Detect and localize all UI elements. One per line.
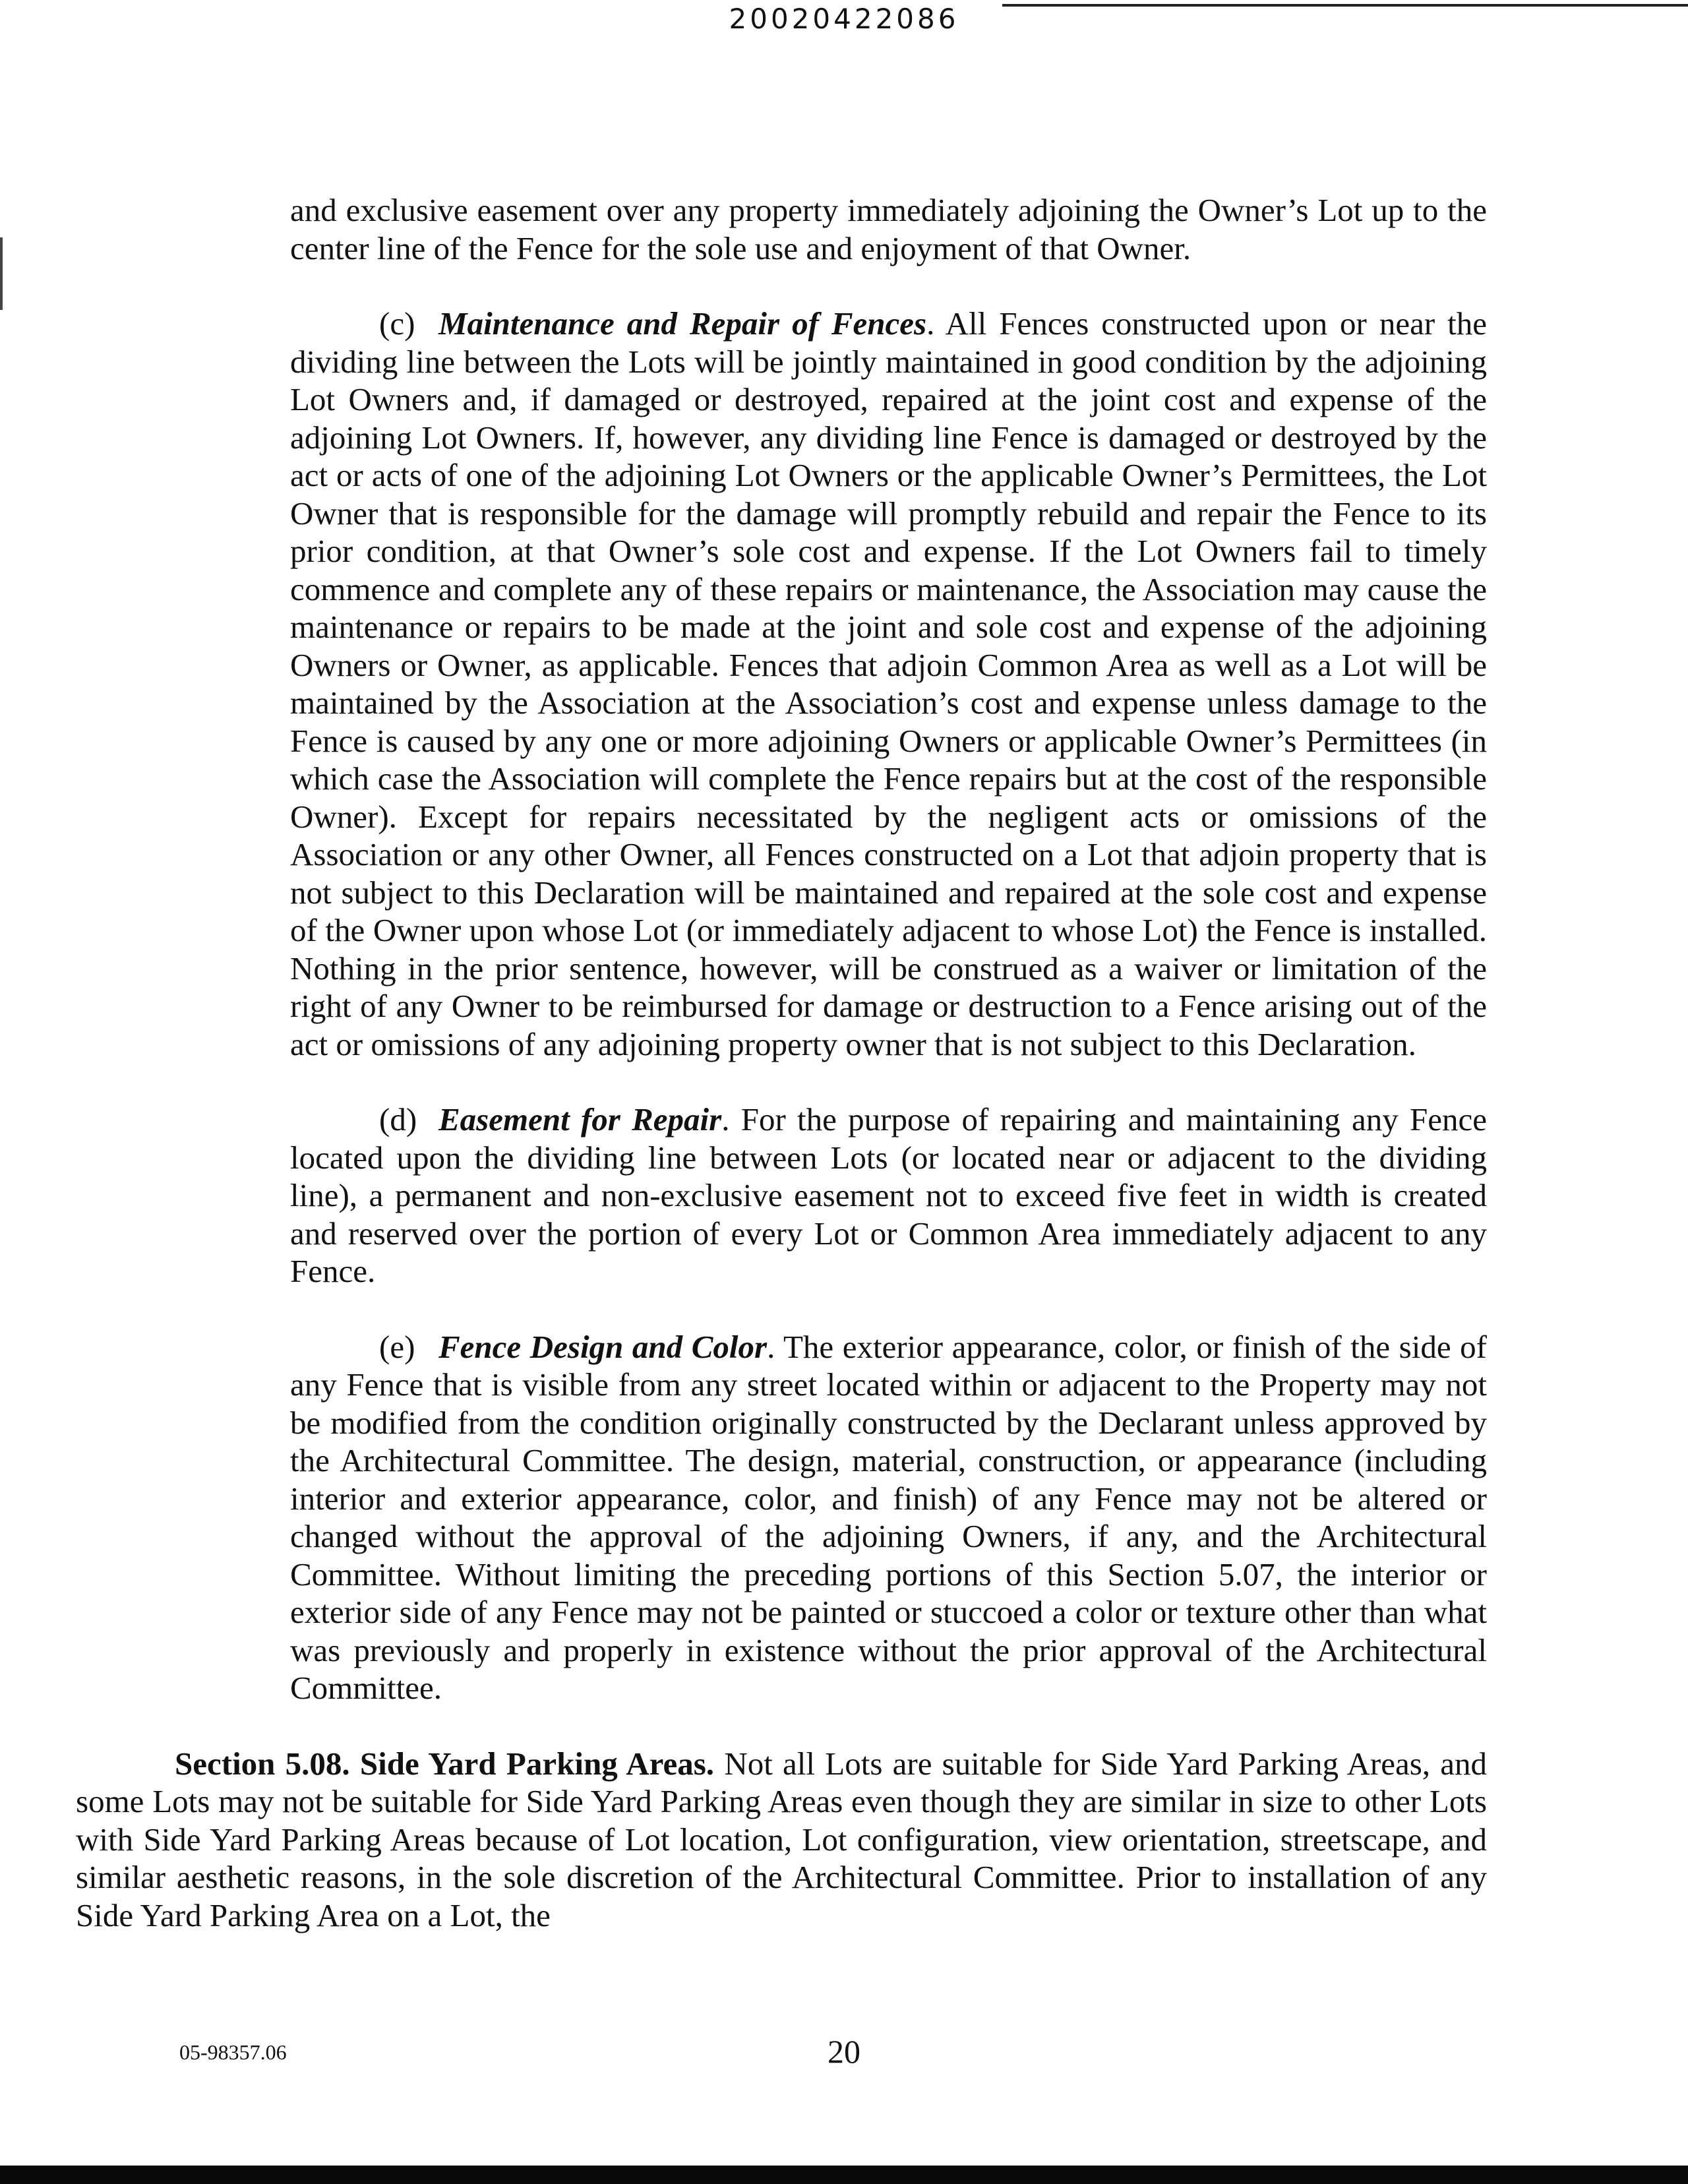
subsection-d-heading: Easement for Repair xyxy=(438,1101,722,1138)
document-body xyxy=(76,191,1488,1972)
subsection-c-text: All Fences constructed upon or near the dividing line between the Lots will be jointly maintained in good condition by the adjoining Lot Owners and, if damaged or destroyed, repaired at the joint cost and expense of the adjoining Lot Owners. If, however, any dividing line Fence is damaged or destroyed by the act or acts of one of the adjoining Lot Owners or the applicable Owner’s Permittees, the Lot Owner that is responsible for the damage will promptly rebuild and repair the Fence to its prior condition, at that Owner’s sole cost and expense. If the Lot Owners fail to timely commence and complete any of these repairs or maintenance, the Association may cause the maintenance or repairs to be made at the joint and sole cost and expense of the adjoining Owners or Owner, as applicable. Fences that adjoin Common Area as well as a Lot will be maintained by the Association at the Association’s cost and expense unless damage to the Fence is caused by any one or more adjoining Owners or applicable Owner’s Permittees (in which case the Association will complete the Fence repairs but at the cost of the responsible Owner). Except for repairs necessitated by the negligent acts or omissions of the Association or any other Owner, all Fences constructed on a Lot that adjoin property that is not subject to this Declaration will be maintained and repaired at the sole cost and expense of the Owner upon whose Lot (or immediately adjacent to whose Lot) the Fence is installed. Nothing in the prior sentence, however, will be construed as a waiver or limitation of the right of any Owner to be reimbursed for damage or destruction to a Fence arising out of the act or omissions of any adjoining property owner that is not subject to this Declaration. xyxy=(290,305,1487,1062)
subsection-d-label: (d) xyxy=(379,1101,417,1138)
subsection-e-label: (e) xyxy=(379,1328,415,1365)
subsection-e: (e) Fence Design and Color. The exterior appearance, color, or finish of the side of any Fence that is visible from any street located within or adjacent to the Property may not be modified from the condition originally constructed by the Declarant unless approved by the Architectural Committee. The design, material, construction, or appearance (including interior and exterior appearance, color, and finish) of any Fence may not be altered or changed without the approval of the adjoining Owners, if any, and the Architectural Committee. Without limiting the preceding portions of this Section 5.07, the interior or exterior side of any Fence may not be painted or stuccoed a color or texture other than what was previously and properly in existence without the prior approval of the Architectural Committee. xyxy=(290,1328,1487,1706)
intro-paragraph: and exclusive easement over any property immediately adjoining the Owner’s Lot up to the center line of the Fence for the sole use and enjoyment of that Owner. xyxy=(290,192,1487,266)
section-5-08-heading: Section 5.08. Side Yard Parking Areas. xyxy=(175,1745,715,1782)
section-5-08-text: Not all Lots are suitable for Side Yard Parking Areas, and some Lots may not be suitable for Side Yard Parking Areas even though they are similar in size to other Lots with Side Yard Parking Areas because of Lot location, Lot configuration, view orientation, streetscape, and similar aesthetic reasons, in the sole discretion of the Architectural Committee. Prior to installation of any Side Yard Parking Area on a Lot, the xyxy=(76,1745,1488,1933)
subsection-c-heading: Maintenance and Repair of Fences xyxy=(438,305,927,342)
subsection-e-heading: Fence Design and Color xyxy=(438,1328,768,1365)
subsection-c-label: (c) xyxy=(379,305,415,342)
page-number: 20 xyxy=(828,2033,860,2070)
subsection-e-text: The exterior appearance, color, or finish of the side of any Fence that is visible from any street located within or adjacent to the Property may not be modified from the condition originally constructed by the Declarant unless approved by the Architectural Committee. The design, material, construction, or appearance (including interior and exterior appearance, color, and finish) of any Fence may not be altered or changed without the approval of the adjoining Owners, if any, and the Architectural Committee. Without limiting the preceding portions of this Section 5.07, the interior or exterior side of any Fence may not be painted or stuccoed a color or texture other than what was previously and properly in existence without the prior approval of the Architectural Committee. xyxy=(290,1328,1487,1706)
footer-document-id: 05-98357.06 xyxy=(179,2040,287,2064)
section-5-08 xyxy=(76,1745,1487,1935)
bottom-scan-border xyxy=(0,2166,1688,2184)
document-number: 20020422086 xyxy=(729,3,959,35)
subsection-c: (c) Maintenance and Repair of Fences. All Fences constructed upon or near the dividing line between the Lots will be jointly maintained in good condition by the adjoining Lot Owners and, if damaged or destroyed, repaired at the joint cost and expense of the adjoining Lot Owners. If, however, any dividing line Fence is damaged or destroyed by the act or acts of one of the adjoining Lot Owners or the applicable Owner’s Permittees, the Lot Owner that is responsible for the damage will promptly rebuild and repair the Fence to its prior condition, at that Owner’s sole cost and expense. If the Lot Owners fail to timely commence and complete any of these repairs or maintenance, the Association may cause the maintenance or repairs to be made at the joint and sole cost and expense of the adjoining Owners or Owner, as applicable. Fences that adjoin Common Area as well as a Lot will be maintained by the Association at the Association’s cost and expense unless damage to the Fence is caused by any one or more adjoining Owners or applicable Owner’s Permittees (in which case the Association will complete the Fence repairs but at the cost of the responsible Owner). Except for repairs necessitated by the negligent acts or omissions of the Association or any other Owner, all Fences constructed on a Lot that adjoin property that is not subject to this Declaration will be maintained and repaired at the sole cost and expense of the Owner upon whose Lot (or immediately adjacent to whose Lot) the Fence is installed. Nothing in the prior sentence, however, will be construed as a waiver or limitation of the right of any Owner to be reimbursed for damage or destruction to a Fence arising out of the act or omissions of any adjoining property owner that is not subject to this Declaration. xyxy=(290,305,1487,1062)
scan-edge-mark xyxy=(0,237,3,310)
subsection-d-text: For the purpose of repairing and maintaining any Fence located upon the dividing line between Lots (or located near or adjacent to the dividing line), a permanent and non-exclusive easement not to exceed five feet in width is created and reserved over the portion of every Lot or Common Area immediately adjacent to any Fence. xyxy=(290,1101,1488,1289)
subsection-d: (d) Easement for Repair. For the purpose of repairing and maintaining any Fence located upon the dividing line between Lots (or located near or adjacent to the dividing line), a permanent and non-exclusive easement not to exceed five feet in width is created and reserved over the portion of every Lot or Common Area immediately adjacent to any Fence. xyxy=(290,1101,1488,1289)
